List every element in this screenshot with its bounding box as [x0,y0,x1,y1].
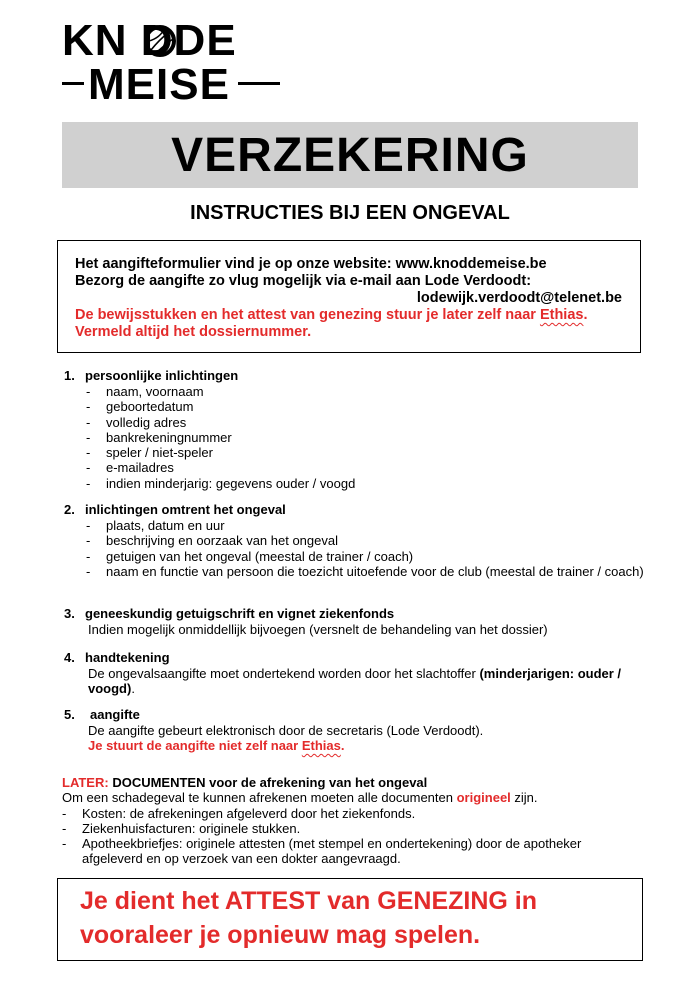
page-title: VERZEKERING [62,122,638,188]
section-body: De aangifte gebeurt elektronisch door de secretaris (Lode Verdoodt). [88,723,484,738]
section-heading: persoonlijke inlichtingen [85,368,239,383]
section-body: Indien mogelijk onmiddellijk bijvoegen (versnelt de behandeling van het dossier) [88,622,548,637]
section-personal-info [64,368,644,490]
logo-text-line1: KN DDE [62,16,237,65]
list-item: - Apotheekbriefjes: originele attesten (met stempel en ondertekening) door de apotheker afgeleverd en op verzoek van een dokter aangevraagd. [62,836,642,867]
club-logo [62,18,280,110]
section-heading: aangifte [90,707,140,722]
later-list [62,806,642,867]
email-instruction-line: Bezorg de aangifte zo vlug mogelijk via e-mail aan Lode Verdoodt: [75,273,532,289]
proof-documents-text: De bewijsstukken en het attest van genezing stuur je later zelf naar [75,307,540,323]
list-item: - naam, voornaam [86,384,646,399]
section-number: 5. [64,707,75,722]
website-line: Het aangifteformulier vind je op onze website: www.knoddemeise.be [75,256,547,272]
proof-documents-line [75,307,588,325]
section-list [86,518,646,579]
list-item: - e-mailadres [86,460,646,475]
logo-rule-left [62,82,84,85]
section-declaration [64,707,644,755]
info-box [57,240,641,353]
signature-text: De ongevalsaangifte moet ondertekend worden door het slachtoffer [88,666,480,681]
footer-notice [57,878,643,961]
minors-note: (minderjarigen: ouder / voogd) [88,666,622,697]
list-item: - speler / niet-speler [86,445,646,460]
list-item: - indien minderjarig: gegevens ouder / voogd [86,476,646,491]
list-item: - bankrekeningnummer [86,430,646,445]
volleyball-icon [143,24,177,58]
list-item: - naam en functie van persoon die toezicht uitoefende voor de club (meestal de trainer / coach) [86,564,646,579]
list-item: - Ziekenhuisfacturen: originele stukken. [62,821,642,836]
ethias-word: Ethias [539,307,584,323]
original-word: origineel [456,790,511,806]
section-warning [88,738,640,753]
contact-email[interactable]: lodewijk.verdoodt@telenet.be [416,290,622,306]
later-documents-section [62,775,642,867]
section-list [86,384,646,491]
section-number: 3. [64,606,75,621]
footer-line1: Je dient het ATTEST van GENEZING in [80,887,537,915]
dossier-number-line: Vermeld altijd het dossiernummer. [75,324,312,340]
section-signature [64,650,644,698]
list-item: - Kosten: de afrekeningen afgeleverd door het ziekenfonds. [62,806,642,821]
list-item: - geboortedatum [86,399,646,414]
later-heading [62,775,642,790]
later-title: DOCUMENTEN voor de afrekening van het ongeval [108,775,428,790]
section-heading: geneeskundig getuigschrift en vignet ziekenfonds [85,606,395,621]
proof-documents-end: . [583,307,588,323]
logo-text-line2: MEISE [88,60,230,109]
section-medical-certificate [64,606,644,638]
warning-text: Je stuurt de aangifte niet zelf naar [88,738,302,753]
later-intro-text: Om een schadegeval te kunnen afrekenen moeten alle documenten [62,790,457,806]
section-heading: handtekening [85,650,170,665]
section-number: 4. [64,650,75,665]
section-accident-info [64,502,644,597]
list-item: - volledig adres [86,415,646,430]
page-subtitle: INSTRUCTIES BIJ EEN ONGEVAL [190,202,510,224]
later-intro [62,790,642,805]
ethias-word: Ethias [301,738,341,753]
list-item: - beschrijving en oorzaak van het ongeval [86,533,646,548]
logo-rule-right [238,82,280,85]
list-item: - plaats, datum en uur [86,518,646,533]
later-label: LATER: [62,775,109,790]
list-item: - getuigen van het ongeval (meestal de trainer / coach) [86,549,646,564]
signature-end: . [131,681,135,697]
later-intro-end: zijn. [510,790,538,806]
section-body [88,666,640,697]
warning-end: . [340,738,345,753]
section-number: 2. [64,502,75,517]
footer-line2: vooraleer je opnieuw mag spelen. [80,921,481,949]
section-number: 1. [64,368,75,383]
section-heading: inlichtingen omtrent het ongeval [85,502,286,517]
